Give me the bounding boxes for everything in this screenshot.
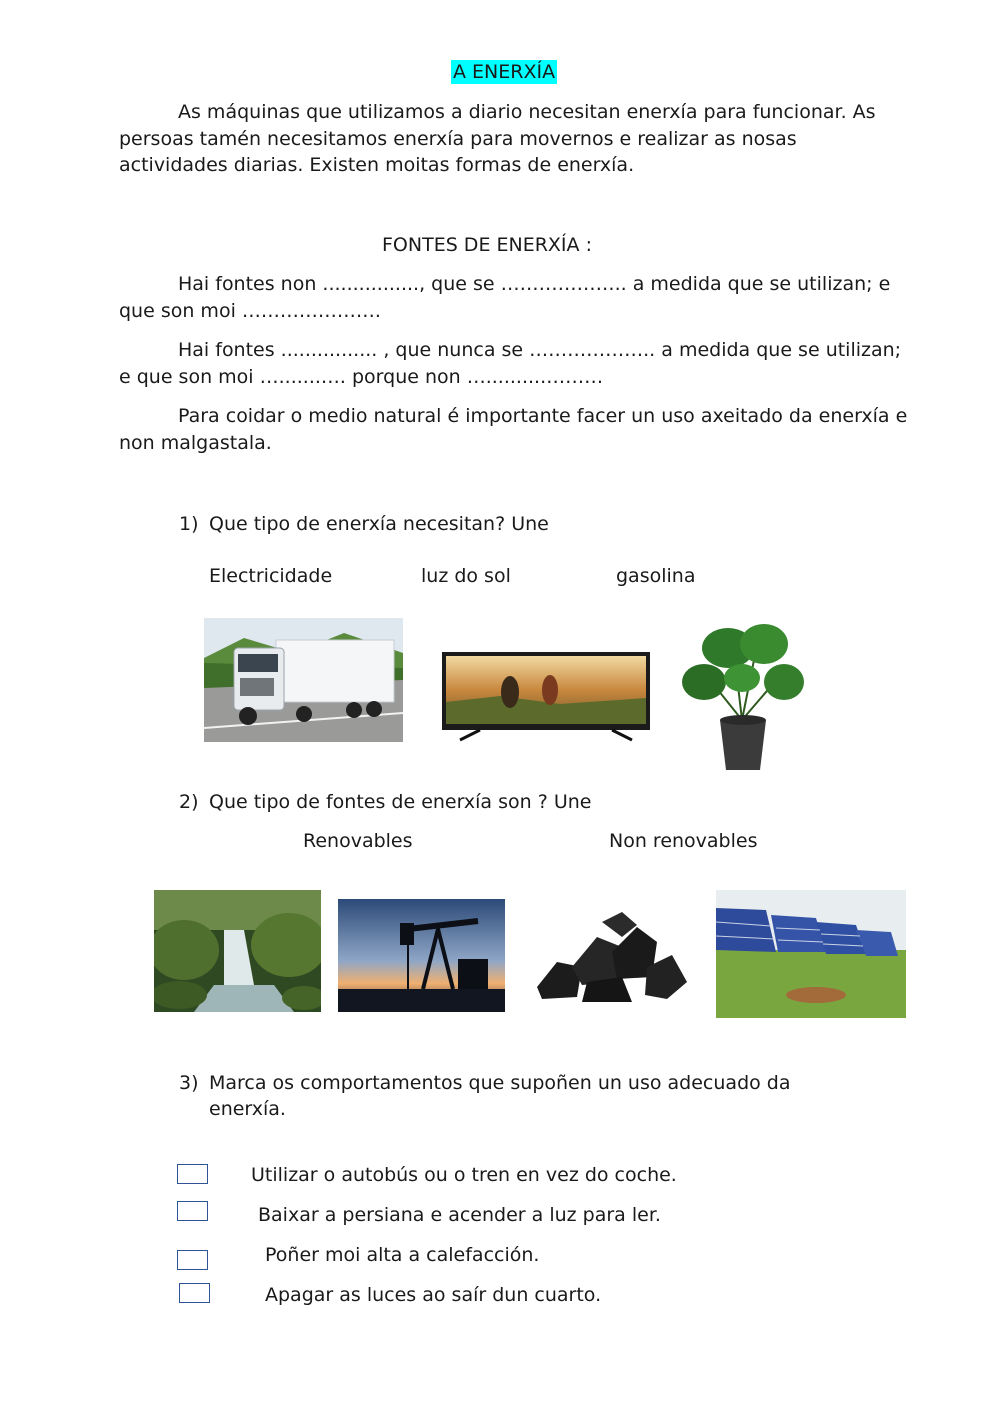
potted-plant-image[interactable]	[680, 620, 806, 776]
oil-pump-image[interactable]	[338, 899, 505, 1012]
checkbox-3[interactable]	[177, 1250, 208, 1270]
intro-text: As máquinas que utilizamos a diario necesitan enerxía para funcionar. As persoas tamén necesitamos enerxía para movernos e realizar as nosas actividades diarias. Existen moitas formas de enerxía.	[119, 101, 876, 176]
coal-image[interactable]	[527, 907, 689, 1004]
behavior-item-3: Poñer moi alta a calefacción.	[265, 1244, 540, 1266]
checkbox-1[interactable]	[177, 1164, 208, 1184]
question-2-number: 2)	[179, 791, 199, 813]
waterfall-image[interactable]	[154, 890, 321, 1012]
question-1-text: Que tipo de enerxía necesitan? Une	[209, 513, 549, 535]
fill-sentence-1-text: Hai fontes non ................, que se ……………….. a medida que se utilizan; e que son moi ………………….	[119, 273, 891, 322]
checkbox-4[interactable]	[179, 1283, 210, 1303]
television-image[interactable]	[440, 652, 652, 744]
fill-sentence-2-text: Hai fontes ................ , que nunca se ……………….. a medida que se utilizan; e que son moi ….......…. porque non …..........………	[119, 339, 902, 388]
truck-image[interactable]	[204, 618, 403, 742]
behavior-item-2: Baixar a persiana e acender a luz para ler.	[258, 1204, 661, 1226]
care-paragraph	[119, 403, 909, 456]
page-title: A ENERXÍA	[453, 61, 556, 83]
question-3-text-line-2: enerxía.	[209, 1098, 286, 1120]
option-electricidade[interactable]: Electricidade	[209, 565, 333, 587]
checkbox-2[interactable]	[177, 1201, 208, 1221]
behavior-item-4: Apagar as luces ao saír dun cuarto.	[265, 1284, 602, 1306]
behavior-item-1: Utilizar o autobús ou o tren en vez do coche.	[251, 1164, 677, 1186]
fill-sentence-1	[119, 271, 909, 324]
solar-panels-image[interactable]	[716, 890, 906, 1018]
fill-sentence-2	[119, 337, 909, 390]
category-non-renovables[interactable]: Non renovables	[609, 830, 758, 852]
question-3-number: 3)	[179, 1072, 199, 1094]
intro-paragraph	[119, 99, 909, 179]
option-gasolina[interactable]: gasolina	[616, 565, 696, 587]
sources-heading: FONTES DE ENERXÍA :	[382, 234, 592, 256]
question-1-number: 1)	[179, 513, 199, 535]
question-2-text: Que tipo de fontes de enerxía son ? Une	[209, 791, 592, 813]
care-text: Para coidar o medio natural é importante facer un uso axeitado da enerxía e non malgastala.	[119, 405, 908, 454]
question-3-text-line-1: Marca os comportamentos que supoñen un uso adecuado da	[209, 1072, 791, 1094]
option-luz-do-sol[interactable]: luz do sol	[421, 565, 511, 587]
category-renovables[interactable]: Renovables	[303, 830, 413, 852]
